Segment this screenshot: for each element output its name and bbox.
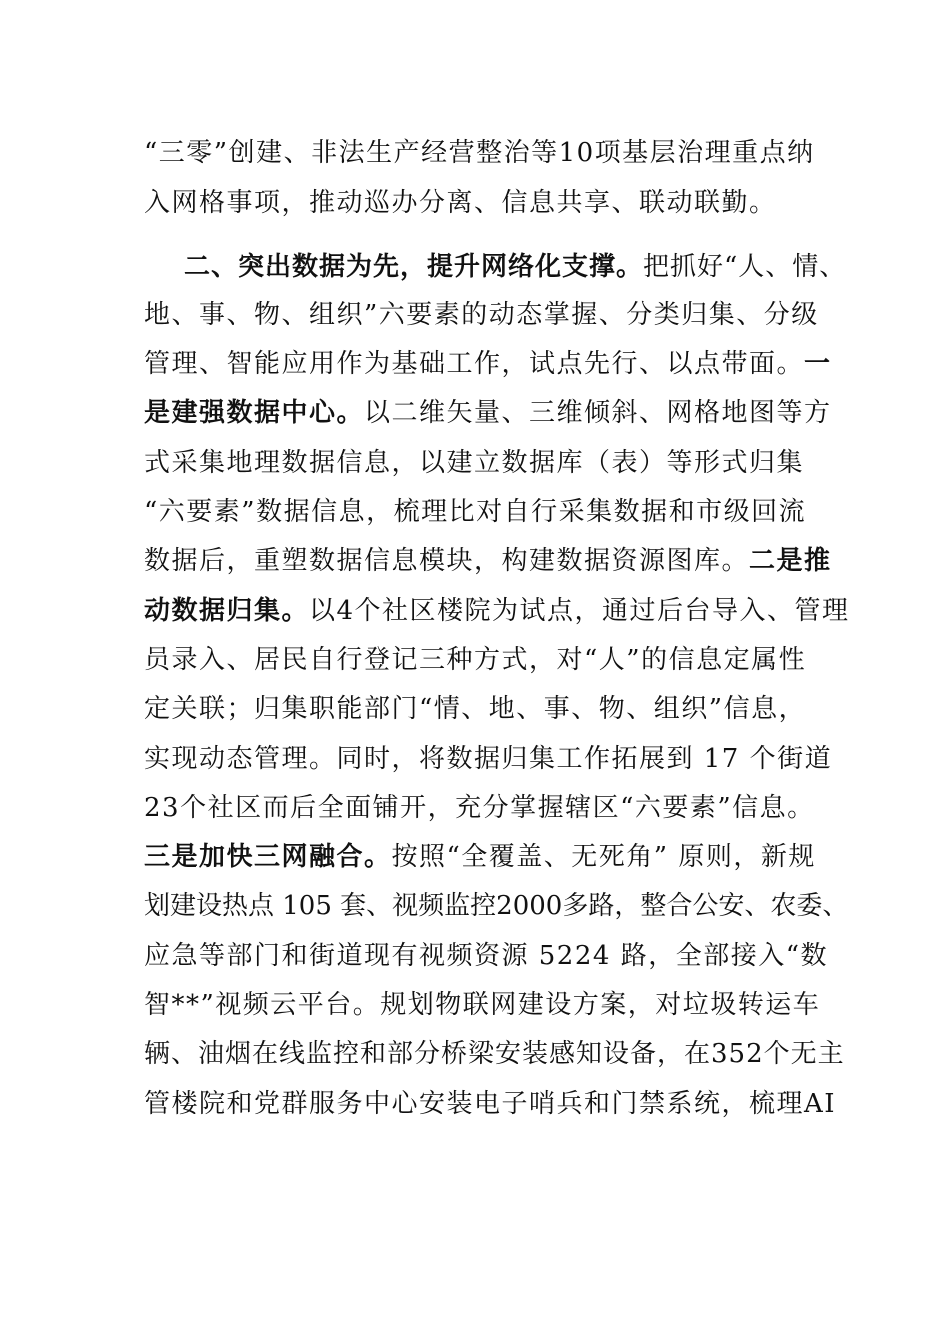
text-line-9 [144, 544, 832, 578]
line-text: 以4个社区楼院为试点，通过后台导入、管理 [309, 596, 850, 626]
text-line-16 [144, 889, 848, 923]
line-text: 式采集地理数据信息，以建立数据库（表）等形式归集 [144, 448, 805, 478]
line-text: 按照“全覆盖、无死角” 原则，新规 [391, 842, 816, 872]
text-line-14 [144, 791, 815, 825]
bold-lead: 是建强数据中心。 [144, 398, 365, 428]
text-line-6 [144, 396, 832, 430]
text-line-2 [144, 186, 777, 220]
line-text: 23个社区而后全面铺开，充分掌握辖区“六要素”信息。 [144, 793, 815, 823]
text-line-7 [144, 446, 804, 480]
line-text: 定关联；归集职能部门“情、地、事、物、组织”信息， [144, 694, 807, 724]
text-line-4 [144, 298, 819, 332]
line-text: 地、事、物、组织”六要素的动态掌握、分类归集、分级 [144, 300, 819, 330]
line-text: “三零”创建、非法生产经营整治等10项基层治理重点纳 [144, 138, 815, 168]
text-line-15 [144, 840, 816, 874]
text-line-18 [144, 988, 820, 1022]
text-line-5 [144, 347, 832, 381]
text-line-13 [144, 742, 832, 776]
line-text: 应急等部门和街道现有视频资源 5224 路，全部接入“数 [144, 941, 828, 971]
line-text: 入网格事项，推动巡办分离、信息共享、联动联勤。 [144, 188, 777, 218]
text-line-12 [144, 692, 806, 726]
section-heading: 二、突出数据为先，提升网络化支撑。 [184, 252, 644, 282]
text-line-19 [144, 1037, 845, 1071]
line-text: 以二维矢量、三维倾斜、网格地图等方 [364, 398, 832, 428]
bold-lead: 二是推 [749, 546, 832, 576]
line-text: “六要素”数据信息，梳理比对自行采集数据和市级回流 [144, 497, 807, 527]
text-line-17 [144, 939, 828, 973]
line-text: 管楼院和党群服务中心安装电子哨兵和门禁系统，梳理AI [144, 1089, 837, 1119]
line-text: 辆、油烟在线监控和部分桥梁安装感知设备，在352个无主 [144, 1039, 845, 1069]
text-line-8 [144, 495, 806, 529]
text-line-10 [144, 594, 850, 628]
bold-lead: 一 [804, 349, 832, 379]
line-text: 管理、智能应用作为基础工作，试点先行、以点带面。 [144, 349, 805, 379]
bold-lead: 动数据归集。 [144, 596, 310, 626]
line-text: 划建设热点 105 套、视频监控2000多路，整合公安、农委、 [144, 891, 849, 921]
line-text: 员录入、居民自行登记三种方式，对“人”的信息定属性 [144, 645, 807, 675]
text-line-20 [144, 1087, 836, 1121]
text-line-3 [184, 250, 846, 284]
line-text: 实现动态管理。同时，将数据归集工作拓展到 17 个街道 [144, 744, 833, 774]
bold-lead: 三是加快三网融合。 [144, 842, 392, 872]
text-line-1 [144, 136, 815, 170]
line-text: 智**”视频云平台。规划物联网建设方案，对垃圾转运车 [144, 990, 821, 1020]
text-line-11 [144, 643, 806, 677]
line-text: 把抓好“人、情、 [643, 252, 847, 282]
line-text: 数据后，重塑数据信息模块，构建数据资源图库。 [144, 546, 750, 576]
